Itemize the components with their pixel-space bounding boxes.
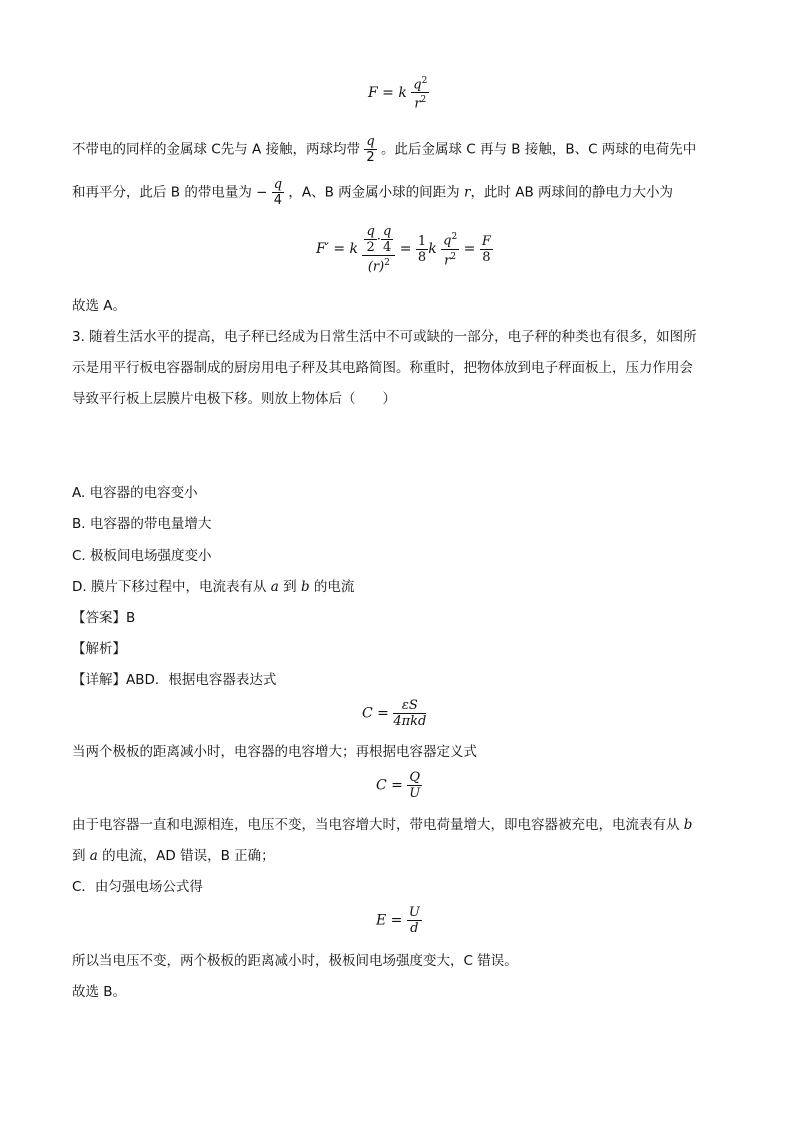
detail-line: 由于电容器一直和电源相连，电压不变，当电容增大时，带电荷量增大，即电容器被充电，电流表有从 b: [72, 817, 693, 833]
formula-coulomb: F = k $\frac{q^2}{r^2}$: [368, 76, 428, 112]
fraction: $\frac{q}{2}$ · $\frac{q}{4}$ $(r)^2$: [362, 224, 395, 274]
question-line: 示是用平行板电容器制成的厨房用电子秤及其电路简图。称重时，把物体放到电子秤面板上，压力作用会: [72, 360, 693, 376]
formula-capacitance: C = $\frac{\varepsilon S}{\text{4πkd}}$: [362, 698, 427, 729]
fraction: $\frac{1}{8}$: [417, 233, 427, 265]
paragraph-line: 和再平分，此后 B 的带电量为 − $\frac{q}{4}$ ，A、B 两金属小球的间距为 r，此时 AB 两球间的静电力大小为: [72, 177, 674, 208]
fraction: $\frac{\varepsilon S}{\text{4πkd}}$: [393, 698, 427, 729]
fraction: $\frac{q^2}{r^2}$: [413, 76, 428, 112]
fraction: $\frac{Q}{U}$: [409, 770, 421, 801]
analysis-heading: 【解析】: [72, 641, 126, 657]
option-d: D. 膜片下移过程中，电流表有从 a 到 b 的电流: [72, 579, 355, 595]
answer-line: 【答案】B: [72, 610, 136, 626]
question-line: 导致平行板上层膜片电极下移。则放上物体后（ ）: [72, 391, 396, 407]
detail-line: 当两个极板的距离减小时，电容器的电容增大；再根据电容器定义式: [72, 744, 477, 760]
fraction: $\frac{q}{2}$: [366, 134, 375, 165]
fraction: $\frac{q}{4}$: [273, 177, 283, 208]
detail-line: 所以当电压不变，两个极板的距离减小时，极板间电场强度变大，C 错误。: [72, 953, 518, 969]
select-line: 故选 B。: [72, 984, 127, 1000]
option-b: B. 电容器的带电量增大: [72, 516, 212, 532]
select-line: 故选 A。: [72, 298, 127, 314]
formula-new-force: F′ = k $\frac{q}{2}$ · $\frac{q}{4}$ $(r)^2$ = $\frac{1}{8}$ k $\frac{q^2}{r^2}$ = $\frac{F}{8}$: [316, 224, 491, 275]
fraction: $\frac{q^2}{r^2}$: [443, 232, 458, 268]
formula-field-strength: E = $\frac{U}{d}$: [376, 905, 420, 936]
fraction: $\frac{F}{8}$: [481, 233, 491, 265]
detail-line: 到 a 的电流，AD 错误，B 正确；: [72, 848, 275, 864]
question-line: 3. 随着生活水平的提高，电子秤已经成为日常生活中不可或缺的一部分，电子秤的种类也有很多，如图所: [72, 329, 697, 345]
detail-line: C．由匀强电场公式得: [72, 879, 203, 895]
option-c: C. 极板间电场强度变小: [72, 548, 212, 564]
detail-line: 【详解】ABD．根据电容器表达式: [72, 672, 277, 688]
formula-capacitance-definition: C = $\frac{Q}{U}$: [376, 770, 421, 801]
paragraph-line: 不带电的同样的金属球 C先与 A 接触，两球均带 $\frac{q}{2}$ 。此后金属球 C 再与 B 接触，B、C 两球的电荷先中: [72, 134, 697, 165]
option-a: A. 电容器的电容变小: [72, 485, 198, 501]
fraction: $\frac{U}{d}$: [408, 905, 420, 936]
